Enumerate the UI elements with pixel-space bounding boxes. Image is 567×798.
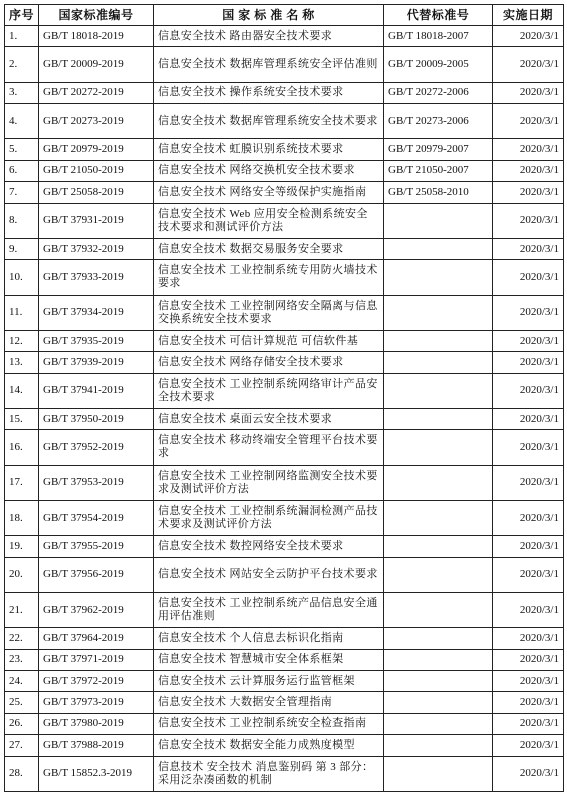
replaced-standard-cell — [384, 238, 493, 259]
serial-number-cell: 4. — [5, 104, 39, 139]
standard-name-cell: 信息安全技术 数据库管理系统安全技术要求 — [154, 104, 384, 139]
replaced-standard-cell: GB/T 18018-2007 — [384, 26, 493, 47]
standard-code-cell: GB/T 37950-2019 — [39, 408, 154, 429]
standard-code-cell: GB/T 25058-2019 — [39, 182, 154, 203]
replaced-standard-cell — [384, 465, 493, 500]
standard-code-cell: GB/T 37980-2019 — [39, 713, 154, 734]
header-replaced-standard: 代替标准号 — [384, 5, 493, 26]
implementation-date-cell: 2020/3/1 — [493, 373, 564, 408]
table-row — [5, 430, 564, 465]
standard-code-cell: GB/T 18018-2019 — [39, 26, 154, 47]
implementation-date-cell: 2020/3/1 — [493, 628, 564, 649]
serial-number-cell: 28. — [5, 756, 39, 791]
standard-name-cell: 信息安全技术 网络存储安全技术要求 — [154, 352, 384, 373]
standard-code-cell: GB/T 37988-2019 — [39, 735, 154, 756]
table-row — [5, 330, 564, 351]
serial-number-cell: 13. — [5, 352, 39, 373]
serial-number-cell: 7. — [5, 182, 39, 203]
serial-number-cell: 16. — [5, 430, 39, 465]
implementation-date-cell: 2020/3/1 — [493, 430, 564, 465]
standard-code-cell: GB/T 37953-2019 — [39, 465, 154, 500]
serial-number-cell: 1. — [5, 26, 39, 47]
implementation-date-cell: 2020/3/1 — [493, 649, 564, 670]
serial-number-cell: 21. — [5, 592, 39, 627]
standard-code-cell: GB/T 37954-2019 — [39, 500, 154, 535]
implementation-date-cell: 2020/3/1 — [493, 26, 564, 47]
serial-number-cell: 20. — [5, 557, 39, 592]
table-row — [5, 557, 564, 592]
table-row — [5, 160, 564, 181]
implementation-date-cell: 2020/3/1 — [493, 47, 564, 82]
standard-name-cell: 信息安全技术 Web 应用安全检测系统安全技术要求和测试评价方法 — [154, 203, 384, 238]
table-row — [5, 82, 564, 103]
serial-number-cell: 6. — [5, 160, 39, 181]
standard-name-cell: 信息安全技术 移动终端安全管理平台技术要求 — [154, 430, 384, 465]
replaced-standard-cell: GB/T 25058-2010 — [384, 182, 493, 203]
implementation-date-cell: 2020/3/1 — [493, 713, 564, 734]
implementation-date-cell: 2020/3/1 — [493, 352, 564, 373]
table-row — [5, 238, 564, 259]
serial-number-cell: 15. — [5, 408, 39, 429]
implementation-date-cell: 2020/3/1 — [493, 203, 564, 238]
serial-number-cell: 25. — [5, 692, 39, 713]
replaced-standard-cell — [384, 735, 493, 756]
serial-number-cell: 3. — [5, 82, 39, 103]
implementation-date-cell: 2020/3/1 — [493, 465, 564, 500]
table-body — [5, 26, 564, 792]
standard-name-cell: 信息安全技术 工业控制系统漏洞检测产品技术要求及测试评价方法 — [154, 500, 384, 535]
implementation-date-cell: 2020/3/1 — [493, 182, 564, 203]
table-row — [5, 104, 564, 139]
table-row — [5, 139, 564, 160]
serial-number-cell: 10. — [5, 260, 39, 295]
implementation-date-cell: 2020/3/1 — [493, 500, 564, 535]
replaced-standard-cell — [384, 756, 493, 791]
table-row — [5, 735, 564, 756]
replaced-standard-cell — [384, 713, 493, 734]
replaced-standard-cell — [384, 692, 493, 713]
standard-code-cell: GB/T 37973-2019 — [39, 692, 154, 713]
table-row — [5, 373, 564, 408]
standard-name-cell: 信息安全技术 工业控制系统安全检查指南 — [154, 713, 384, 734]
implementation-date-cell: 2020/3/1 — [493, 330, 564, 351]
implementation-date-cell: 2020/3/1 — [493, 82, 564, 103]
standard-name-cell: 信息安全技术 操作系统安全技术要求 — [154, 82, 384, 103]
standard-name-cell: 信息安全技术 智慧城市安全体系框架 — [154, 649, 384, 670]
standard-name-cell: 信息安全技术 网络交换机安全技术要求 — [154, 160, 384, 181]
table-row — [5, 592, 564, 627]
standard-code-cell: GB/T 37934-2019 — [39, 295, 154, 330]
standard-name-cell: 信息安全技术 网络安全等级保护实施指南 — [154, 182, 384, 203]
replaced-standard-cell: GB/T 20273-2006 — [384, 104, 493, 139]
header-standard-name: 国 家 标 准 名 称 — [154, 5, 384, 26]
implementation-date-cell: 2020/3/1 — [493, 536, 564, 557]
serial-number-cell: 8. — [5, 203, 39, 238]
standard-code-cell: GB/T 20979-2019 — [39, 139, 154, 160]
replaced-standard-cell — [384, 670, 493, 691]
table-row — [5, 203, 564, 238]
standard-code-cell: GB/T 37932-2019 — [39, 238, 154, 259]
replaced-standard-cell — [384, 649, 493, 670]
implementation-date-cell: 2020/3/1 — [493, 238, 564, 259]
table-row — [5, 692, 564, 713]
table-row — [5, 536, 564, 557]
implementation-date-cell: 2020/3/1 — [493, 160, 564, 181]
replaced-standard-cell — [384, 536, 493, 557]
standard-code-cell: GB/T 37931-2019 — [39, 203, 154, 238]
standard-code-cell: GB/T 37952-2019 — [39, 430, 154, 465]
table-row — [5, 47, 564, 82]
table-row — [5, 182, 564, 203]
standard-code-cell: GB/T 37955-2019 — [39, 536, 154, 557]
table-row — [5, 670, 564, 691]
header-serial-number: 序号 — [5, 5, 39, 26]
replaced-standard-cell: GB/T 21050-2007 — [384, 160, 493, 181]
implementation-date-cell: 2020/3/1 — [493, 756, 564, 791]
standard-name-cell: 信息安全技术 工业控制网络安全隔离与信息交换系统安全技术要求 — [154, 295, 384, 330]
standard-code-cell: GB/T 37939-2019 — [39, 352, 154, 373]
standard-name-cell: 信息安全技术 网站安全云防护平台技术要求 — [154, 557, 384, 592]
replaced-standard-cell: GB/T 20272-2006 — [384, 82, 493, 103]
replaced-standard-cell — [384, 330, 493, 351]
table-row — [5, 628, 564, 649]
standard-name-cell: 信息安全技术 工业控制系统专用防火墙技术要求 — [154, 260, 384, 295]
standard-name-cell: 信息安全技术 数控网络安全技术要求 — [154, 536, 384, 557]
table-row — [5, 500, 564, 535]
implementation-date-cell: 2020/3/1 — [493, 692, 564, 713]
standard-code-cell: GB/T 20273-2019 — [39, 104, 154, 139]
standard-code-cell: GB/T 21050-2019 — [39, 160, 154, 181]
serial-number-cell: 2. — [5, 47, 39, 82]
replaced-standard-cell — [384, 592, 493, 627]
table-row — [5, 26, 564, 47]
implementation-date-cell: 2020/3/1 — [493, 295, 564, 330]
replaced-standard-cell — [384, 295, 493, 330]
implementation-date-cell: 2020/3/1 — [493, 557, 564, 592]
standard-code-cell: GB/T 37964-2019 — [39, 628, 154, 649]
replaced-standard-cell — [384, 628, 493, 649]
standards-table — [4, 4, 564, 792]
standard-code-cell: GB/T 15852.3-2019 — [39, 756, 154, 791]
standard-code-cell: GB/T 37971-2019 — [39, 649, 154, 670]
standard-name-cell: 信息安全技术 路由器安全技术要求 — [154, 26, 384, 47]
standard-code-cell: GB/T 20272-2019 — [39, 82, 154, 103]
implementation-date-cell: 2020/3/1 — [493, 592, 564, 627]
standard-code-cell: GB/T 37956-2019 — [39, 557, 154, 592]
standard-name-cell: 信息安全技术 大数据安全管理指南 — [154, 692, 384, 713]
replaced-standard-cell — [384, 408, 493, 429]
table-row — [5, 756, 564, 791]
table-row — [5, 713, 564, 734]
implementation-date-cell: 2020/3/1 — [493, 408, 564, 429]
implementation-date-cell: 2020/3/1 — [493, 139, 564, 160]
serial-number-cell: 14. — [5, 373, 39, 408]
serial-number-cell: 22. — [5, 628, 39, 649]
table-row — [5, 352, 564, 373]
table-header-row — [5, 5, 564, 26]
serial-number-cell: 12. — [5, 330, 39, 351]
implementation-date-cell: 2020/3/1 — [493, 104, 564, 139]
replaced-standard-cell — [384, 352, 493, 373]
standard-code-cell: GB/T 37972-2019 — [39, 670, 154, 691]
standard-name-cell: 信息安全技术 虹膜识别系统技术要求 — [154, 139, 384, 160]
standard-code-cell: GB/T 20009-2019 — [39, 47, 154, 82]
table-row — [5, 260, 564, 295]
replaced-standard-cell — [384, 203, 493, 238]
implementation-date-cell: 2020/3/1 — [493, 670, 564, 691]
replaced-standard-cell — [384, 430, 493, 465]
table-row — [5, 465, 564, 500]
serial-number-cell: 9. — [5, 238, 39, 259]
serial-number-cell: 5. — [5, 139, 39, 160]
serial-number-cell: 17. — [5, 465, 39, 500]
standard-code-cell: GB/T 37962-2019 — [39, 592, 154, 627]
standard-name-cell: 信息安全技术 云计算服务运行监管框架 — [154, 670, 384, 691]
serial-number-cell: 19. — [5, 536, 39, 557]
table-row — [5, 295, 564, 330]
standard-name-cell: 信息安全技术 数据库管理系统安全评估准则 — [154, 47, 384, 82]
header-standard-code: 国家标准编号 — [39, 5, 154, 26]
standard-name-cell: 信息安全技术 个人信息去标识化指南 — [154, 628, 384, 649]
standard-name-cell: 信息安全技术 工业控制系统产品信息安全通用评估准则 — [154, 592, 384, 627]
standard-name-cell: 信息安全技术 可信计算规范 可信软件基 — [154, 330, 384, 351]
standard-name-cell: 信息安全技术 数据安全能力成熟度模型 — [154, 735, 384, 756]
standard-code-cell: GB/T 37941-2019 — [39, 373, 154, 408]
serial-number-cell: 24. — [5, 670, 39, 691]
table-row — [5, 408, 564, 429]
standard-code-cell: GB/T 37935-2019 — [39, 330, 154, 351]
serial-number-cell: 18. — [5, 500, 39, 535]
replaced-standard-cell — [384, 260, 493, 295]
table-row — [5, 649, 564, 670]
replaced-standard-cell — [384, 557, 493, 592]
standard-name-cell: 信息安全技术 桌面云安全技术要求 — [154, 408, 384, 429]
serial-number-cell: 11. — [5, 295, 39, 330]
serial-number-cell: 26. — [5, 713, 39, 734]
replaced-standard-cell: GB/T 20979-2007 — [384, 139, 493, 160]
replaced-standard-cell: GB/T 20009-2005 — [384, 47, 493, 82]
replaced-standard-cell — [384, 500, 493, 535]
serial-number-cell: 27. — [5, 735, 39, 756]
standard-name-cell: 信息技术 安全技术 消息鉴别码 第 3 部分：采用泛杂凑函数的机制 — [154, 756, 384, 791]
standard-name-cell: 信息安全技术 工业控制系统网络审计产品安全技术要求 — [154, 373, 384, 408]
implementation-date-cell: 2020/3/1 — [493, 735, 564, 756]
standard-name-cell: 信息安全技术 工业控制网络监测安全技术要求及测试评价方法 — [154, 465, 384, 500]
replaced-standard-cell — [384, 373, 493, 408]
standard-name-cell: 信息安全技术 数据交易服务安全要求 — [154, 238, 384, 259]
standard-code-cell: GB/T 37933-2019 — [39, 260, 154, 295]
serial-number-cell: 23. — [5, 649, 39, 670]
implementation-date-cell: 2020/3/1 — [493, 260, 564, 295]
header-implementation-date: 实施日期 — [493, 5, 564, 26]
